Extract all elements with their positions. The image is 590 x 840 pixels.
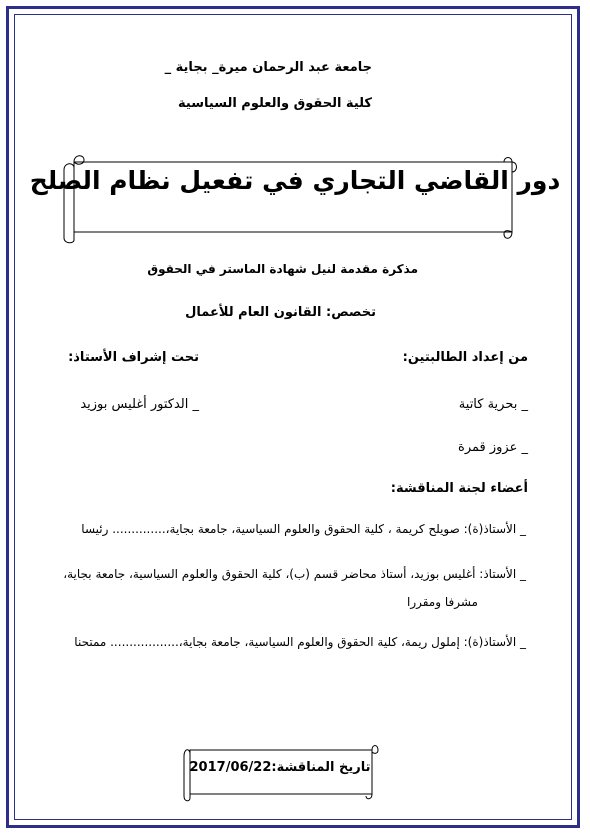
committee-member-3: _ الأستاذ(ة): إملول ريمة، كلية الحقوق والعلوم السياسية، جامعة بجاية،.................. ممتحنا — [74, 635, 526, 649]
supervisor-heading: تحت إشراف الأستاذ: — [68, 350, 199, 365]
committee-member-2-role: مشرفا ومقررا — [406, 595, 478, 609]
committee-member-1: _ الأستاذ(ة): صويلح كريمة ، كلية الحقوق والعلوم السياسية، جامعة بجاية،.............. رئيسا — [81, 522, 526, 536]
degree-subtitle: مذكرة مقدمة لنيل شهادة الماستر في الحقوق — [147, 262, 418, 276]
students-heading: من إعداد الطالبتين: — [402, 350, 528, 365]
committee-heading: أعضاء لجنة المناقشة: — [390, 481, 528, 496]
specialty-label: تخصص: القانون العام للأعمال — [185, 305, 376, 320]
student-name-1: _ بحرية كاتية — [458, 397, 528, 412]
faculty-name: كلية الحقوق والعلوم السياسية — [178, 96, 372, 111]
university-name: جامعة عبد الرحمان ميرة_ بجاية _ — [164, 60, 372, 75]
committee-member-2: _ الأستاذ: أغليس بوزيد، أستاذ محاضر قسم (ب)، كلية الحقوق والعلوم السياسية، جامعة بجاية، — [63, 567, 526, 581]
student-name-2: _ عزوز قمرة — [458, 440, 528, 455]
supervisor-name: _ الدكتور أغليس بوزيد — [80, 397, 199, 412]
page-border-inner — [14, 14, 572, 820]
thesis-title: دور القاضي التجاري في تفعيل نظام الصلح — [29, 166, 561, 195]
defense-date: تاريخ المناقشة:2017/06/22 — [189, 760, 371, 775]
